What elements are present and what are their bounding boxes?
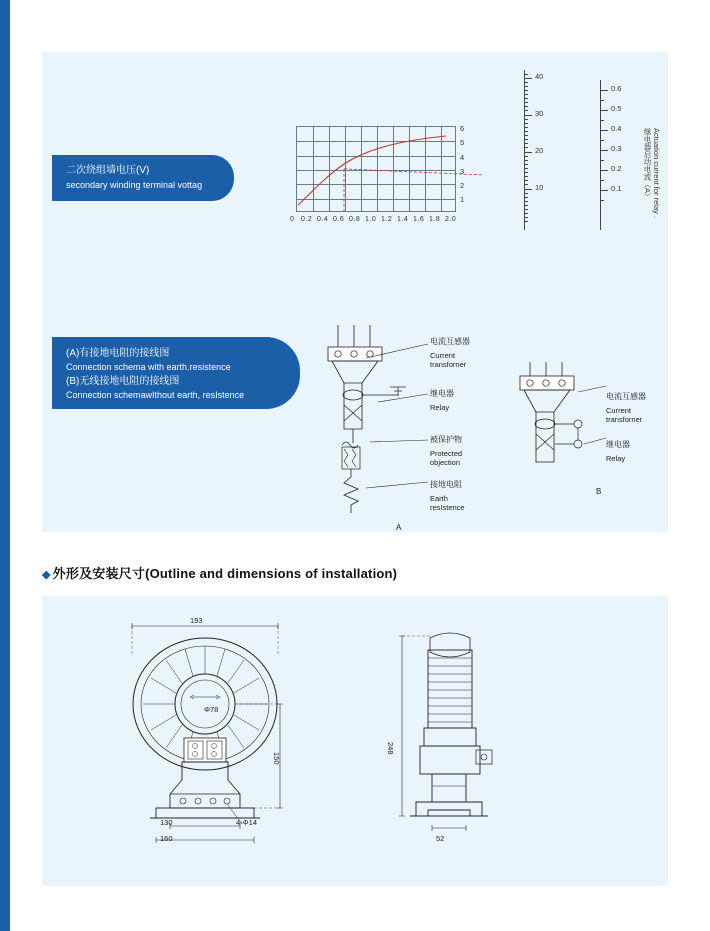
chart-x-tick: 1.4	[397, 216, 409, 223]
dim-front-holes: 4-Φ14	[236, 818, 257, 827]
chart-y-tick: 5	[460, 138, 465, 148]
schema-a-label-ct-en: Current transforner	[430, 351, 467, 369]
tag-voltage-cn: 二次绕组墙电压(V)	[66, 165, 150, 176]
page-title	[42, 563, 397, 582]
voltage-current-chart	[290, 124, 496, 256]
chart-x-tick: 1.0	[365, 216, 377, 223]
scale-left-tick: 20	[535, 146, 544, 155]
schema-b-leaders	[560, 372, 620, 482]
scale-right-tick: 0.2	[611, 164, 622, 173]
scale-right-tick: 0.1	[611, 184, 622, 193]
schema-b-label-ct-en: Current transforner	[606, 406, 643, 424]
scale-left-tick: 10	[535, 183, 544, 192]
schema-a-label-earth-cn: 接地电阻	[430, 480, 462, 489]
dim-side-height: 248	[386, 742, 395, 755]
tag-schema-line2-en: Connection schemawIthout earth, resIstence	[66, 390, 245, 400]
side-view-drawing	[390, 626, 510, 841]
scale-left-tick: 40	[535, 72, 544, 81]
tag-secondary-winding-voltage	[52, 155, 234, 201]
scale-right-tick: 0.4	[611, 124, 622, 133]
scale-right-tick: 0.6	[611, 84, 622, 93]
schema-a-label-relay-en: Relay	[430, 403, 450, 412]
chart-x-tick: 1.2	[381, 216, 393, 223]
chart-x-tick: 1.6	[413, 216, 425, 223]
schema-a-letter: A	[396, 523, 402, 532]
chart-y-tick: 6	[460, 124, 465, 133]
dim-front-base-inner: 130	[160, 818, 173, 827]
schema-b-label-relay-cn: 继电器	[606, 440, 630, 449]
dim-front-height: 150	[272, 752, 281, 765]
chart-y-tick-labels	[460, 122, 484, 208]
diamond-icon: ◆	[42, 569, 51, 581]
left-accent-bar	[0, 0, 10, 931]
tag-schema-line2-cn: (B)无线接地电阻的接线图	[66, 376, 180, 387]
tag-schema-line1-cn: (A)有接地电阻的接线图	[66, 348, 170, 359]
schema-b-label-relay-en: Relay	[606, 454, 626, 463]
chart-x-tick: 2.0	[445, 216, 457, 223]
chart-x-tick: 0.8	[349, 216, 361, 223]
chart-x-tick: 0.4	[317, 216, 329, 223]
dim-side-width: 52	[436, 834, 445, 843]
chart-y-tick: 1	[460, 195, 465, 205]
scale-right-tick: 0.3	[611, 144, 622, 153]
tag-voltage-en: secondary winding terminal vottag	[66, 180, 203, 190]
schema-b-label-ct-cn: 电流互感器	[606, 392, 646, 401]
chart-x-tick: 0.6	[333, 216, 345, 223]
dim-front-base-outer: 160	[160, 834, 173, 843]
schema-a-label-earth-en: Earth resIstence	[430, 494, 465, 512]
chart-y-tick: 4	[460, 152, 465, 162]
schema-a-label-ct-cn: 电流互感器	[430, 337, 470, 346]
schema-b-letter: B	[596, 487, 602, 496]
chart-y-tick: 2	[460, 181, 465, 191]
scale-right-relay-current	[600, 80, 640, 230]
page-title-text: 外形及安装尺寸(Outline and dimensions of installation)	[52, 566, 398, 581]
scale-left-tick: 30	[535, 109, 544, 118]
schema-a-label-object-cn: 被保护物	[430, 435, 462, 444]
chart-x-tick: 1.8	[429, 216, 441, 223]
scale-right-tick: 0.5	[611, 104, 622, 113]
dim-front-inner-dia: Φ78	[204, 705, 219, 714]
scale-right-label-en: Actuation current for relay .	[652, 128, 661, 219]
chart-x-tick: 0	[290, 216, 295, 223]
schema-a-label-relay-cn: 继电器	[430, 389, 454, 398]
front-view-drawing	[120, 612, 300, 857]
chart-x-tick: 0.2	[301, 216, 313, 223]
tag-connection-schema	[52, 337, 300, 409]
chart-y-tick: 3	[460, 166, 465, 176]
tag-schema-line1-en: Connection schema with earth.resistence	[66, 362, 231, 372]
scale-right-label-cn: 继电器启动电流（A）	[643, 128, 652, 201]
schema-a-label-object-en: Protected objection	[430, 449, 463, 467]
dim-front-width: 193	[190, 616, 203, 625]
scale-left	[524, 70, 564, 230]
